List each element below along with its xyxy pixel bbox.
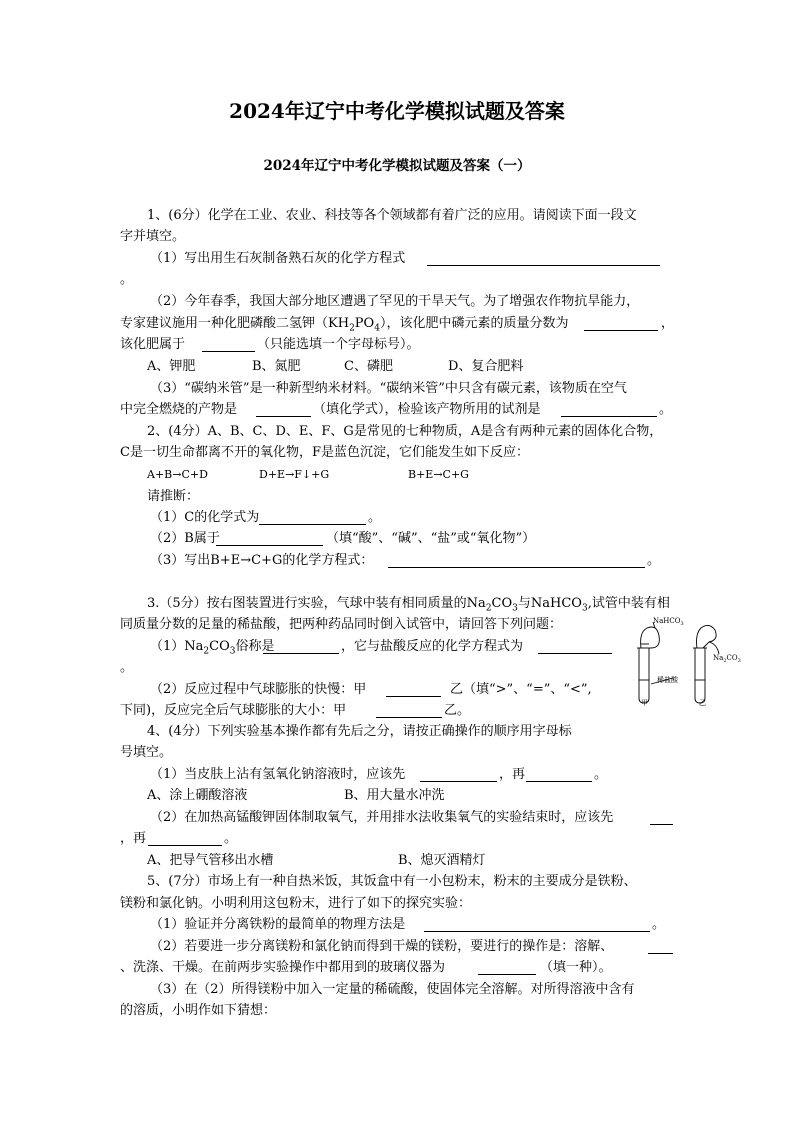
q1-part2-cont3: （只能选填一个字母标号）。: [257, 337, 420, 352]
answer-blank[interactable]: [478, 974, 536, 975]
answer-blank[interactable]: [538, 653, 612, 654]
q4-1-option-a: A、涂上硼酸溶液: [147, 788, 248, 803]
subtitle: 2024年辽宁中考化学模拟试题及答案（一）: [263, 158, 531, 174]
q3-text-cont: 同质量分数的足量的稀盐酸，把两种药品同时倒入试管中，请回答下列问题：: [120, 617, 563, 632]
q4-2-option-a: A、把导气管移出水槽: [147, 853, 274, 868]
answer-blank[interactable]: [650, 824, 673, 825]
q4-text: 4、(4分）下列实验基本操作都有先后之分，请按正确操作的顺序用字母标: [147, 724, 572, 739]
subscript: 3: [512, 603, 518, 614]
q5-part2-cont: 、洗涤、干燥。在前两步实验操作中都用到的玻璃仪器为: [120, 960, 446, 975]
q2-text: 2、(4分）A、B、C、D、E、F、G是常见的七种物质，A是含有两种元素的固体化合物，: [147, 424, 663, 439]
subscript: 3: [229, 646, 236, 657]
comma: ，: [661, 316, 675, 331]
test-tube-diagram: [633, 614, 745, 706]
q1-part2-cont: [120, 316, 568, 337]
text: CO: [491, 596, 513, 611]
q4-part1-mid: ，再: [499, 767, 526, 782]
answer-blank[interactable]: [526, 781, 592, 782]
answer-blank[interactable]: [376, 717, 442, 718]
q4-2-option-b: B、熄灭酒精灯: [398, 853, 486, 868]
q1-part2-cont2: 该化肥属于: [120, 337, 186, 352]
answer-blank[interactable]: [584, 330, 658, 331]
text: 俗称是: [235, 639, 275, 654]
q5-text: 5、(7分）市场上有一种自热米饭，其饭盒中有一小包粉末，粉末的主要成分是铁粉、: [147, 874, 637, 889]
option-c: C、磷肥: [344, 359, 393, 374]
q5-text-cont: 镁粉和氯化钠。小明利用这包粉末，进行了如下的探究实验：: [120, 896, 472, 911]
text: 与NaHCO: [517, 596, 582, 611]
answer-blank[interactable]: [256, 416, 311, 417]
answer-blank[interactable]: [386, 696, 441, 697]
text: CO: [209, 639, 230, 654]
answer-blank[interactable]: [420, 781, 497, 782]
label-yi: 乙: [699, 699, 706, 706]
answer-blank[interactable]: [427, 265, 660, 266]
label-acid: 稀盐酸: [657, 676, 678, 684]
q4-part2-cont: ，再: [120, 831, 147, 846]
answer-blank[interactable]: [388, 567, 645, 568]
q1-part3-mid: （填化学式），检验该产物所用的试剂是: [313, 402, 541, 417]
q5-part1: （1）验证并分离铁粉的最简单的物理方法是: [150, 917, 406, 932]
answer-blank[interactable]: [216, 545, 323, 546]
period: 。: [647, 553, 661, 568]
subscript: 2: [203, 646, 210, 657]
period: 。: [120, 660, 134, 675]
q1-part1: （1）写出用生石灰制备熟石灰的化学方程式: [150, 251, 406, 266]
period: 。: [659, 402, 673, 417]
q1-part3: （3）“碳纳米管”是一种新型纳米材料。“碳纳米管”中只含有碳元素，该物质在空气: [150, 381, 627, 396]
text: ,试管中装有相: [587, 596, 670, 611]
q4-part2: （2）在加热高锰酸钾固体制取氧气，并用排水法收集氧气的实验结束时，应该先: [150, 810, 614, 825]
q5-part2-post: （填一种）。: [540, 960, 612, 975]
q1-part1-end: 。: [120, 272, 134, 287]
q3-part2-post: 乙（填“>”、“=”、“<”,: [450, 682, 592, 697]
text: （1）Na: [150, 639, 204, 654]
q3-part2: （2）反应过程中气球膨胀的快慢：甲: [150, 682, 367, 697]
q1-part2: （2）今年春季，我国大部分地区遭遇了罕见的干旱天气。为了增强农作物抗旱能力，: [150, 294, 640, 309]
text: PO: [354, 316, 375, 331]
text: 专家建议施用一种化肥磷酸二氢钾（KH: [120, 316, 350, 331]
reaction-2: D+E→F↓+G: [259, 468, 330, 481]
subscript: 4: [374, 323, 380, 334]
q2-part2-post: （填“酸”、“碱”、“盐”或“氧化物”）: [326, 531, 536, 546]
q3-part2-end: 乙。: [444, 703, 471, 718]
q4-part1: （1）当皮肤上沾有氢氧化钠溶液时，应该先: [150, 767, 406, 782]
q3-text: [147, 596, 670, 617]
answer-blank[interactable]: [148, 845, 222, 846]
q2-infer: 请推断：: [147, 489, 200, 504]
answer-blank[interactable]: [561, 416, 657, 417]
option-d: D、复合肥料: [448, 359, 524, 374]
period: 。: [224, 831, 238, 846]
text: ），该化肥中磷元素的质量分数为: [379, 316, 569, 331]
q4-1-option-b: B、用大量水冲洗: [344, 788, 445, 803]
q2-part3: （3）写出B+E→C+G的化学方程式：: [150, 553, 374, 568]
page-title: 2024年辽宁中考化学模拟试题及答案: [229, 99, 565, 123]
option-a: A、钾肥: [147, 359, 196, 374]
q1-text: 1、(6分）化学在工业、农业、科技等各个领域都有着广泛的应用。请阅读下面一段文: [147, 208, 637, 223]
answer-blank[interactable]: [259, 524, 366, 525]
label-jia: 甲: [641, 699, 648, 706]
q2-part1: （1）C的化学式为: [150, 510, 260, 525]
subscript: 2: [349, 323, 355, 334]
apparatus-figure: [633, 614, 745, 706]
q2-part2: （2）B属于: [150, 531, 220, 546]
reaction-3: B+E→C+G: [408, 468, 469, 481]
label-nahco3: NaHCO$_3$: [653, 617, 684, 627]
period: 。: [368, 510, 382, 525]
text: 3.（5分）按右图装置进行实验，气球中装有相同质量的Na: [147, 596, 486, 611]
q1-part3-cont: 中完全燃烧的产物是: [120, 402, 238, 417]
q3-part1-post: ，它与盐酸反应的化学方程式为: [341, 639, 524, 654]
answer-blank[interactable]: [648, 953, 673, 954]
answer-blank[interactable]: [424, 931, 650, 932]
q5-part3: （3）在（2）所得镁粉中加入一定量的稀硫酸，使固体完全溶解。对所得溶液中含有: [150, 982, 635, 997]
q2-text-cont: C是一切生命都离不开的氧化物，F是蓝色沉淀，它们能发生如下反应：: [120, 445, 529, 460]
q5-part3-cont: 的溶质，小明作如下猜想：: [120, 1003, 277, 1018]
label-na2co3: $Na_2CO_3$: [713, 654, 741, 664]
q1-text-cont: 字并填空。: [120, 229, 186, 244]
subscript: 2: [485, 603, 492, 614]
answer-blank[interactable]: [202, 351, 255, 352]
answer-blank[interactable]: [263, 653, 339, 654]
period: 。: [652, 917, 666, 932]
subscript: 3: [581, 603, 588, 614]
q3-part1: [150, 639, 275, 660]
q3-part2-cont: 下同)，反应完全后气球膨胀的大小：甲: [120, 703, 347, 718]
period: 。: [594, 767, 608, 782]
q5-part2: （2）若要进一步分离镁粉和氯化钠而得到干燥的镁粉，要进行的操作是：溶解、: [150, 939, 614, 954]
option-b: B、氮肥: [252, 359, 301, 374]
reaction-1: A+B→C+D: [147, 468, 208, 481]
q4-text-cont: 号填空。: [120, 745, 173, 760]
